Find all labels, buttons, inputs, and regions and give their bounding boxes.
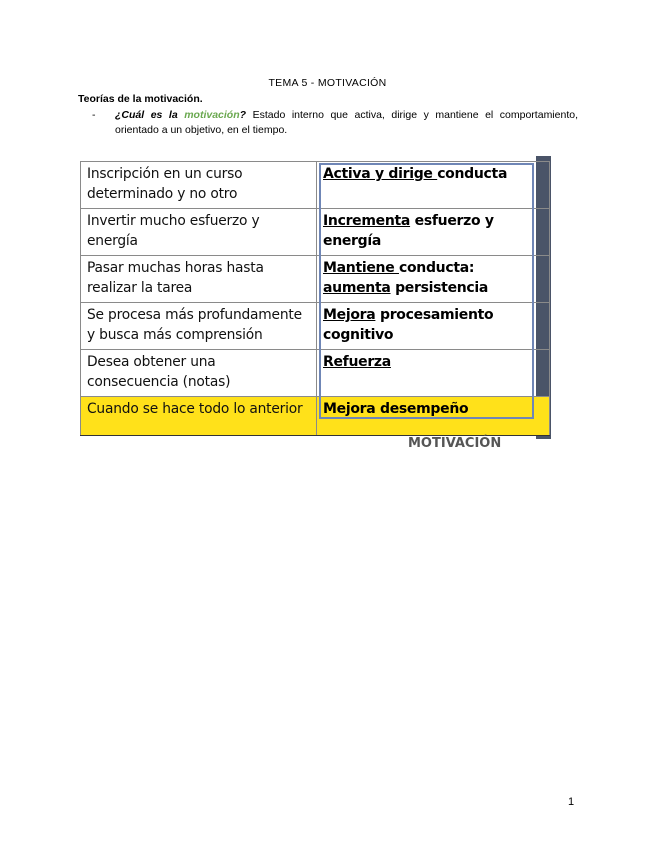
behavior-cell: Inscripción en un curso determinado y no otro: [81, 162, 317, 209]
table-row: [81, 350, 550, 397]
function-text-part: Mejora: [323, 307, 376, 323]
function-cell: [317, 350, 550, 397]
function-text-part: conducta:: [398, 260, 475, 276]
behavior-cell: Desea obtener una consecuencia (notas): [81, 350, 317, 397]
table-row: [81, 162, 550, 209]
motivation-table: [80, 161, 550, 436]
function-cell: [317, 303, 550, 350]
function-cell: [317, 397, 550, 436]
behavior-cell: Pasar muchas horas hasta realizar la tarea: [81, 256, 317, 303]
document-title: TEMA 5 - MOTIVACIÓN: [268, 77, 387, 89]
function-text-part: aumenta: [323, 280, 391, 296]
behavior-cell: Se procesa más profundamente y busca más comprensión: [81, 303, 317, 350]
function-text-part: esfuerzo y energía: [323, 213, 494, 249]
question-prefix: ¿Cuál es la: [115, 109, 185, 121]
motivation-table-image: [80, 156, 552, 440]
question-suffix: ?: [239, 109, 247, 121]
bullet-dash: -: [92, 109, 96, 121]
function-text-part: Incrementa: [323, 213, 411, 229]
function-text-part: procesamiento cognitivo: [323, 307, 494, 343]
function-text-part: conducta: [437, 166, 508, 182]
function-text-part: Mantiene: [323, 260, 399, 276]
function-text-part: Mejora desempeño: [323, 401, 469, 417]
function-cell: [317, 209, 550, 256]
function-text-part: persistencia: [390, 280, 489, 296]
table-row: [81, 303, 550, 350]
function-cell: [317, 256, 550, 303]
table-row: [81, 256, 550, 303]
cropped-caption: MOTIVACIÓN: [408, 436, 502, 451]
table-row: [81, 209, 550, 256]
bullet-item: [92, 108, 578, 138]
table-row-highlight: [81, 397, 550, 436]
answer-text: Estado interno que activa, dirige y mantiene el comportamiento, orientado a un objetivo, en el tiempo.: [115, 109, 578, 136]
bullet-text: [115, 108, 578, 138]
function-text-part: Refuerza: [323, 354, 391, 370]
behavior-cell: Invertir mucho esfuerzo y energía: [81, 209, 317, 256]
behavior-cell: Cuando se hace todo lo anterior: [81, 397, 317, 436]
page-number: 1: [568, 796, 575, 808]
function-cell: [317, 162, 550, 209]
function-text-part: Activa y dirige: [323, 166, 438, 182]
question-keyword: motivación: [184, 109, 240, 121]
section-heading: Teorías de la motivación.: [78, 93, 203, 105]
